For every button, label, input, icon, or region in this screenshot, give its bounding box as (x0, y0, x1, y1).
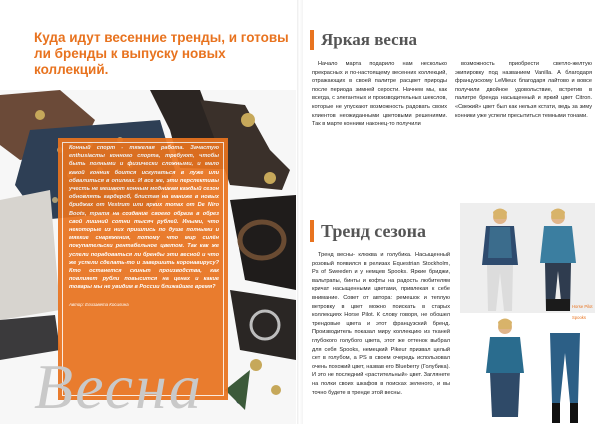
article-column-2 (455, 60, 592, 120)
quote-author: Автор: Елизавета Косилина (69, 301, 129, 307)
page-gutter (297, 0, 303, 424)
section-title: Яркая весна (321, 30, 417, 49)
model-photo-spooks (460, 313, 595, 424)
heading-accent-bar (310, 30, 314, 50)
model-caption: Spooks (572, 315, 586, 320)
paragraph: возможность приобрести светло-желтую экипировку под названием Vanilla. А благодаря французскому LeMieux благодаря лайтово и вовсе получили двойное удовольствие, встретив в палитре бренда насыщенный и яркий цвет Citron. «Свежий» цвет был как нельзя кстати, ведь за зиму конники уже успели пресытиться темными тонами. (455, 61, 592, 119)
article-column-1 (312, 60, 447, 129)
section-title: Тренд сезона (321, 220, 426, 241)
lead-heading: Куда идут весенние тренды, и готовы ли бренды к выпуску новых коллекций. (34, 30, 289, 77)
section-heading-season-trend (310, 220, 426, 242)
model-illustration-2 (460, 313, 595, 424)
heading-accent-bar (310, 220, 314, 242)
model-caption: Horse Pilot (572, 304, 593, 309)
article-column-3 (312, 251, 450, 397)
paragraph: Тренд весны- клюква и голубика. Насыщенный розовый появился в релизах Equestrian Stockholm, Ps of Sweeden и у немцев Spooks. Яркие бриджи, вальтрапы, бинты и кофты на радость любителям кричат насыщенными цветами, привлекая к себе внимание. Совет от автора: ремешок и теплую ветровку в цвет можно поискать в старых коллекциях Horse Pilot. К слову говоря, не обошел трендовые цвета и этот французский бренд. Производитель показал миру коллекцию из тканей глубокого голубого цвета, этот же оттенок выбрал для себя Spooks, немецкий Pikeur призвал целый сет в голубом, а PS в своем очередь использовал очень похожий цвет, назвав его Blueberry (Голубика). И это не последний «растительный» цвет. Заглянете на полки своих шкафов в поисках зеленого, и вы точно будете в тренде этой весны. (312, 252, 450, 396)
model-photo-horse-pilot (460, 203, 595, 313)
model-illustration-1 (460, 203, 595, 313)
paragraph: Начало марта подарило нам несколько прекрасных и по-настоящему весенних коллекций, отражающих в своей палитре расцвет природы после периода зимней серости. Начнем мы, как всегда, с элегантных и производительных шекслов, которые не упускают возможность радовать своих клиентов неожиданными цветовыми решениями. Так в марте конники наконец-то получили (312, 61, 447, 128)
section-heading-bright-spring (310, 30, 417, 50)
season-word: Весна (34, 351, 203, 422)
quote-text: Конный спорт - тяжелая работа. Зачастую enthusiасты конного спорта, требуют, чтобы быть полными и физически сложными, и мало какой конник боится искупаться в луже или обвалиться в опилках. И все же, эти перспективы учесть не мешают конным модникам каждый сезон обновлять гардероб, блистая на маниже в новых бриджах от Vestrum или ярких топах от De Niro Boots, тратя на создание своего образа в обрез свой лишний сотни тысяч рублей. Иными, что некоторые из них пришлись по душе полными и мягкие снаряжения, потому что мир силён покупательски рентабельное цветом. Так как же успели порадоваться ли бренды эти весной и что же успели сделать-то и завершить коронавирусу? Кто останется скиньт производства, как повлияет рубли повысится на ценах и какие товары мы не увидим в России ближайшее время? (69, 145, 219, 291)
